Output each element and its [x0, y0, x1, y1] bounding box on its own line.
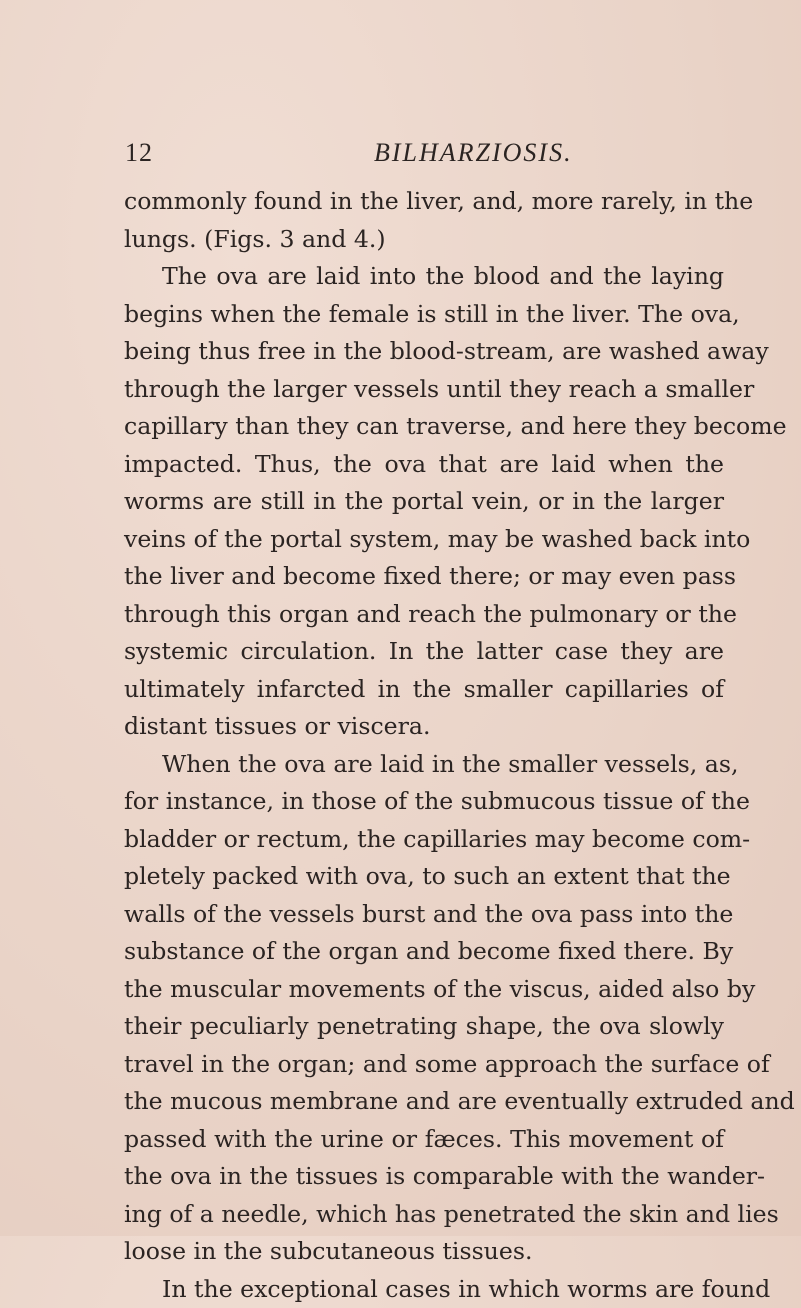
text-line: When the ova are laid in the smaller vessels, as,	[124, 746, 724, 784]
text-line: loose in the subcutaneous tissues.	[124, 1233, 724, 1271]
text-line: the mucous membrane and are eventually extruded and	[124, 1083, 724, 1121]
text-line: through this organ and reach the pulmonary or the	[124, 596, 724, 634]
text-line: the muscular movements of the viscus, aided also by	[124, 971, 724, 1009]
text-line: worms are still in the portal vein, or in the larger	[124, 483, 724, 521]
body-text	[124, 183, 724, 1308]
text-line: through the larger vessels until they reach a smaller	[124, 371, 724, 409]
text-line: walls of the vessels burst and the ova pass into the	[124, 896, 724, 934]
text-line: travel in the organ; and some approach the surface of	[124, 1046, 724, 1084]
text-line: the liver and become fixed there; or may even pass	[124, 558, 724, 596]
text-line: In the exceptional cases in which worms are found	[124, 1271, 724, 1308]
text-line: their peculiarly penetrating shape, the ova slowly	[124, 1008, 724, 1046]
text-line: substance of the organ and become fixed there. By	[124, 933, 724, 971]
text-line: bladder or rectum, the capillaries may become com-	[124, 821, 724, 859]
text-line: being thus free in the blood-stream, are washed away	[124, 333, 724, 371]
text-line: distant tissues or viscera.	[124, 708, 724, 746]
running-head	[125, 138, 725, 172]
text-line: veins of the portal system, may be washed back into	[124, 521, 724, 559]
text-line: impacted. Thus, the ova that are laid when the	[124, 446, 724, 484]
text-line: pletely packed with ova, to such an extent that the	[124, 858, 724, 896]
page-number: 12	[125, 138, 153, 168]
text-line: ing of a needle, which has penetrated the skin and lies	[124, 1196, 724, 1234]
text-line: systemic circulation. In the latter case they are	[124, 633, 724, 671]
text-line: passed with the urine or fæces. This movement of	[124, 1121, 724, 1159]
text-line: lungs. (Figs. 3 and 4.)	[124, 221, 724, 259]
text-line: ultimately infarcted in the smaller capillaries of	[124, 671, 724, 709]
text-line: commonly found in the liver, and, more rarely, in the	[124, 183, 724, 221]
text-line: The ova are laid into the blood and the laying	[124, 258, 724, 296]
running-title: BILHARZIOSIS.	[374, 138, 573, 168]
text-line: begins when the female is still in the liver. The ova,	[124, 296, 724, 334]
text-line: the ova in the tissues is comparable with the wander-	[124, 1158, 724, 1196]
text-line: capillary than they can traverse, and here they become	[124, 408, 724, 446]
text-line: for instance, in those of the submucous tissue of the	[124, 783, 724, 821]
